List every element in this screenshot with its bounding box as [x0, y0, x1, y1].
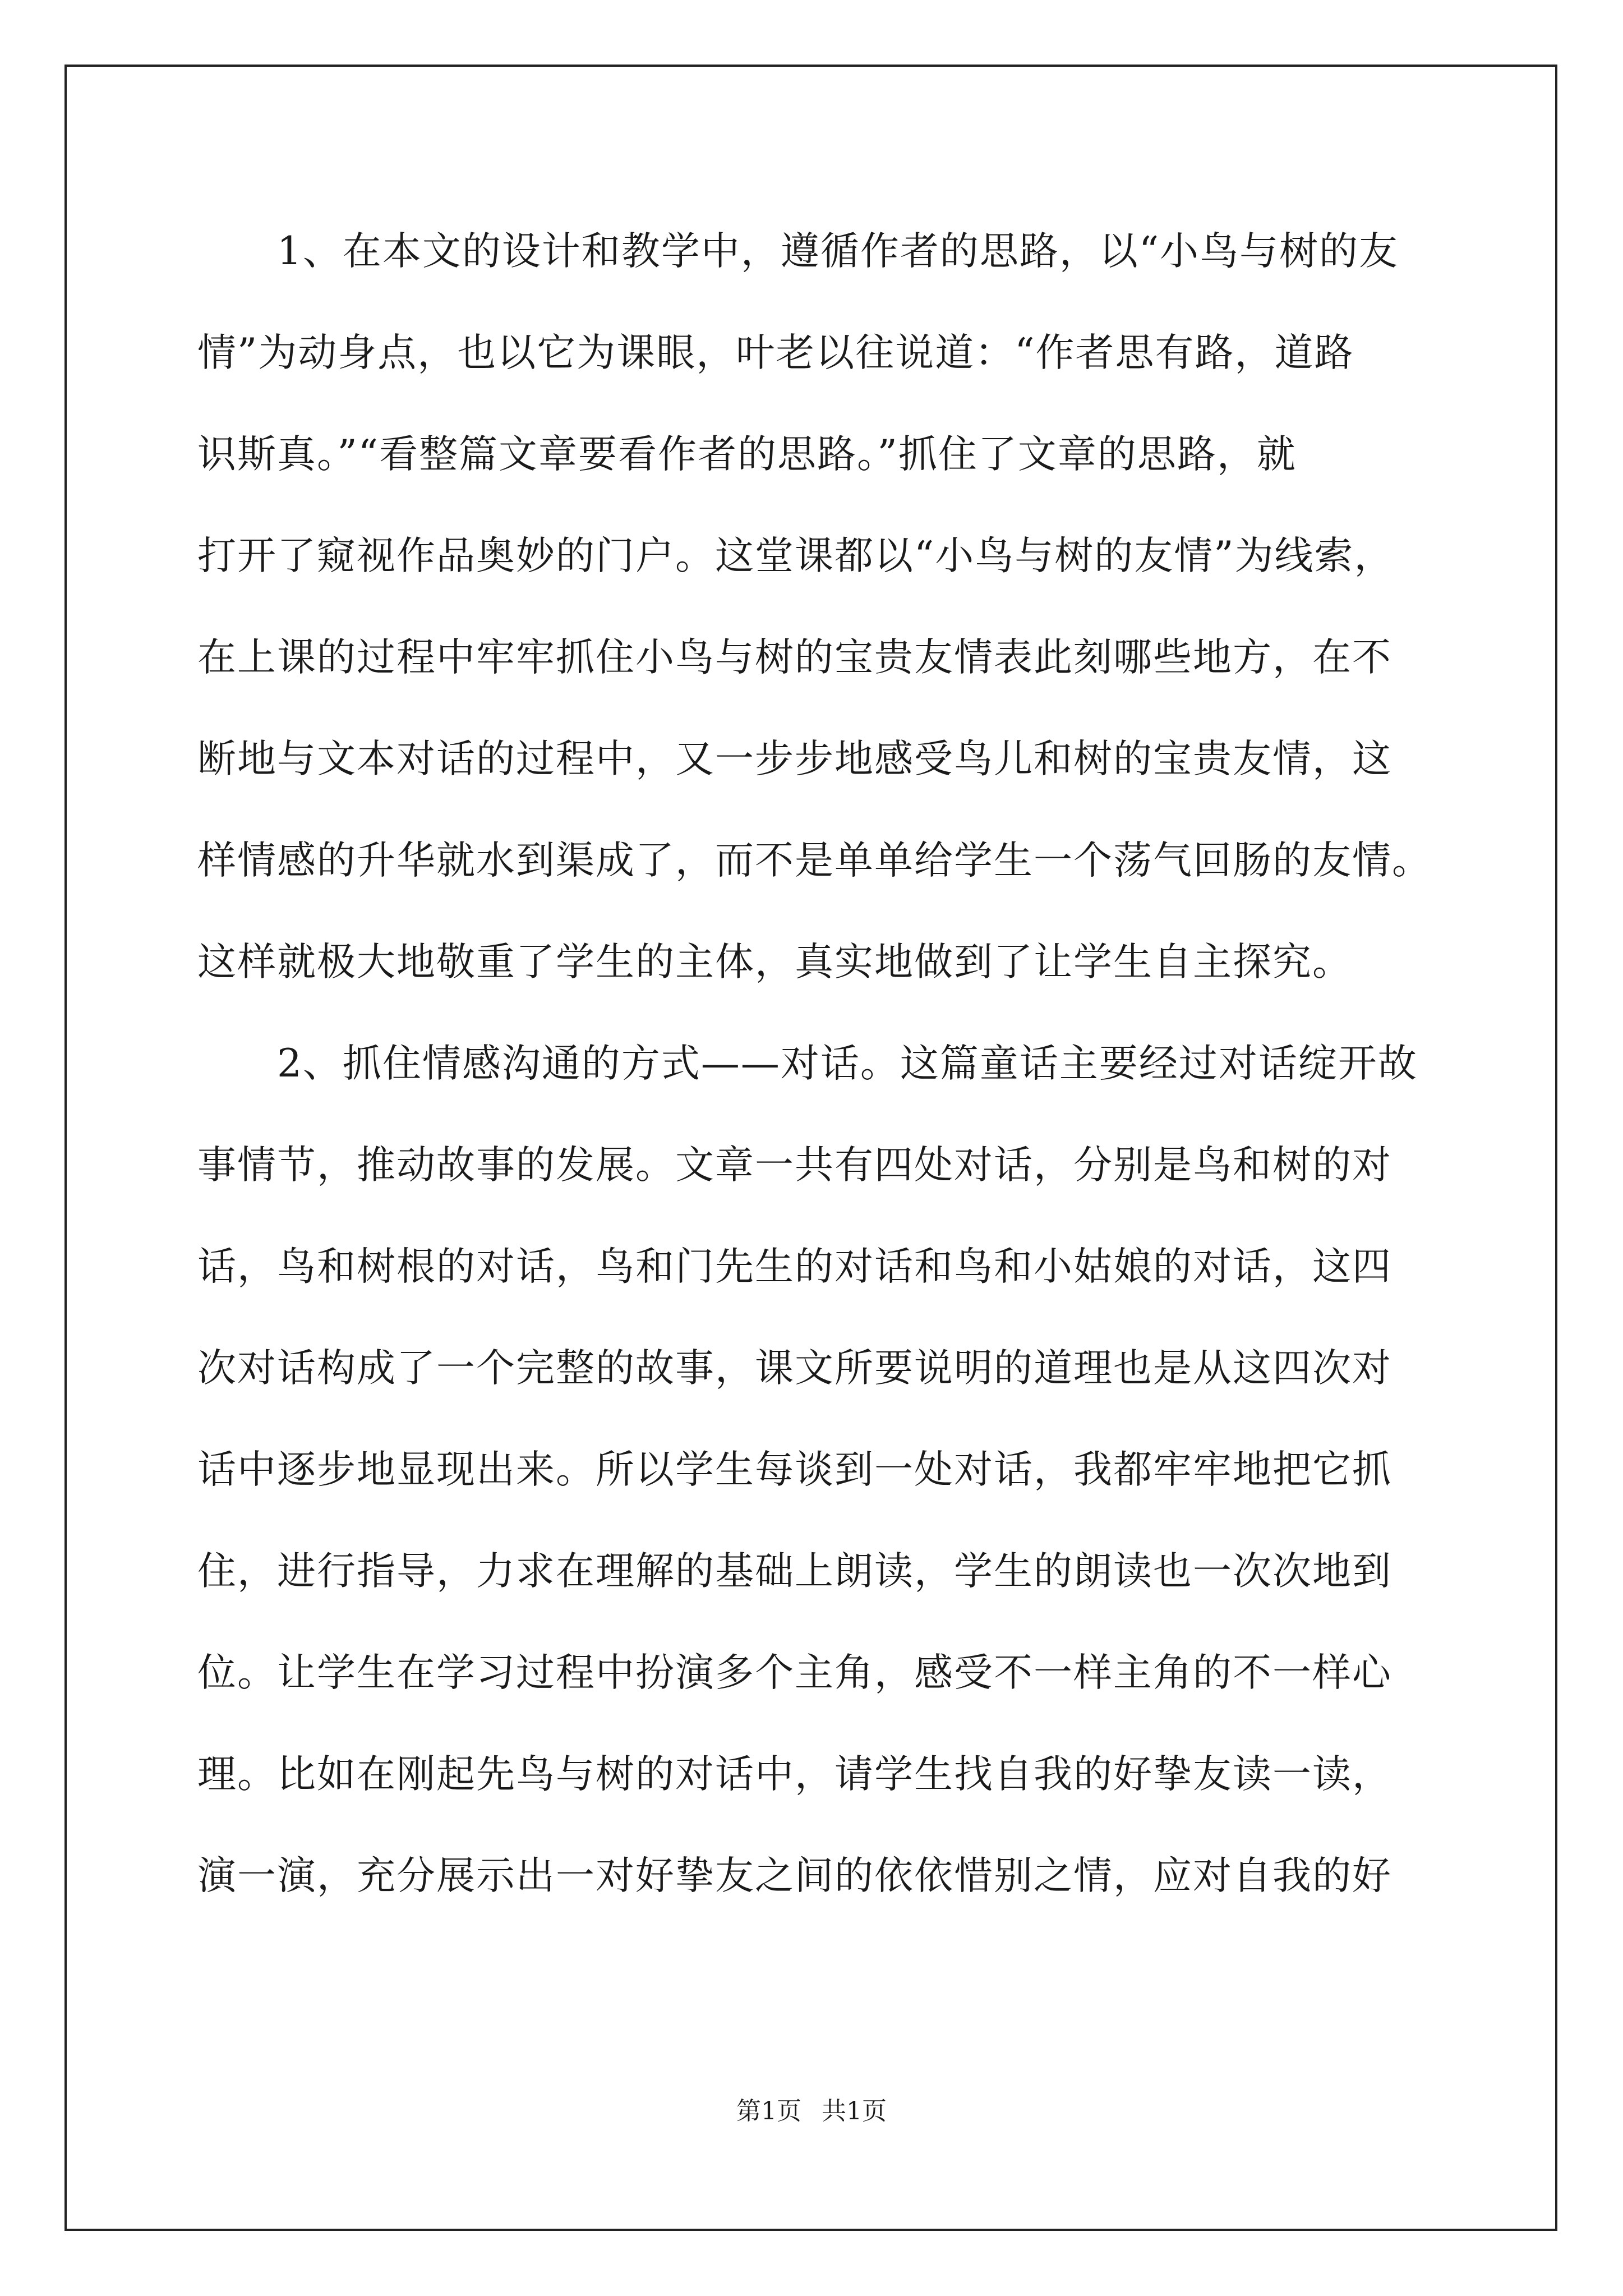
paragraph-1-line-8: 这样就极大地敬重了学生的主体，真实地做到了让学生自主探究。 — [197, 940, 1352, 984]
paragraph-2-line-8: 理。比如在刚起先鸟与树的对话中，请学生找自我的好挚友读一读， — [197, 1752, 1392, 1797]
page-total: 共1页 — [822, 2097, 887, 2125]
paragraph-1-line-7: 样情感的升华就水到渠成了，而不是单单给学生一个荡气回肠的友情。 — [197, 838, 1432, 883]
paragraph-2-line-3: 话，鸟和树根的对话，鸟和门先生的对话和鸟和小姑娘的对话，这四 — [197, 1244, 1392, 1289]
page-number: 第1页 — [736, 2097, 801, 2125]
paragraph-1-line-5: 在上课的过程中牢牢抓住小鸟与树的宝贵友情表此刻哪些地方，在不 — [197, 635, 1392, 680]
paragraph-1-line-2: 情”为动身点，也以它为课眼，叶老以往说道：“作者思有路，道路 — [197, 330, 1354, 375]
paragraph-2-line-6: 住，进行指导，力求在理解的基础上朗读，学生的朗读也一次次地到 — [197, 1549, 1392, 1594]
paragraph-2-line-2: 事情节，推动故事的发展。文章一共有四处对话，分别是鸟和树的对 — [197, 1143, 1392, 1188]
paragraph-1-line-1: 1、在本文的设计和教学中，遵循作者的思路，以“小鸟与树的友 — [277, 229, 1399, 274]
paragraph-1-line-6: 断地与文本对话的过程中，又一步步地感受鸟儿和树的宝贵友情，这 — [197, 737, 1392, 781]
paragraph-2-line-9: 演一演，充分展示出一对好挚友之间的依依惜别之情，应对自我的好 — [197, 1853, 1392, 1898]
paragraph-2-line-4: 次对话构成了一个完整的故事，课文所要说明的道理也是从这四次对 — [197, 1346, 1392, 1391]
paragraph-2-line-5: 话中逐步地显现出来。所以学生每谈到一处对话，我都牢牢地把它抓 — [197, 1447, 1392, 1492]
paragraph-1-line-4: 打开了窥视作品奥妙的门户。这堂课都以“小鸟与树的友情”为线索， — [197, 533, 1394, 578]
paragraph-2-line-7: 位。让学生在学习过程中扮演多个主角，感受不一样主角的不一样心 — [197, 1650, 1392, 1695]
paragraph-2-line-1: 2、抓住情感沟通的方式——对话。这篇童话主要经过对话绽开故 — [277, 1041, 1418, 1086]
paragraph-1-line-3: 识斯真。”“看整篇文章要看作者的思路。”抓住了文章的思路，就 — [197, 432, 1297, 477]
page-footer — [0, 2096, 1623, 2127]
